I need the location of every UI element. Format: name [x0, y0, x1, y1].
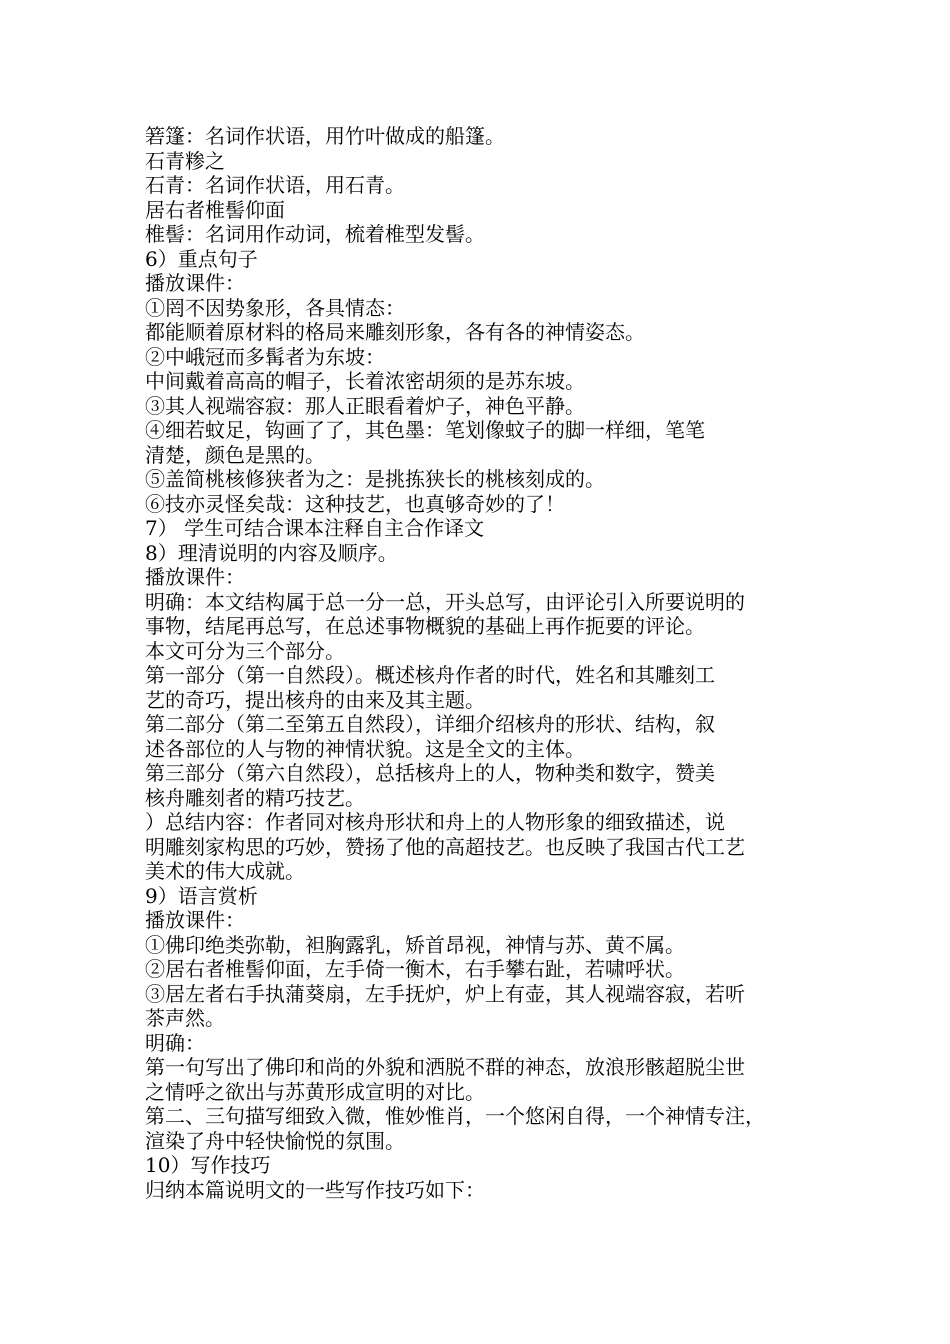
text-line: 播放课件：: [145, 565, 245, 589]
text-line: 明雕刻家构思的巧妙，赞扬了他的高超技艺。也反映了我国古代工艺: [145, 834, 745, 859]
text-line: 播放课件：: [145, 908, 245, 932]
text-line: 第三部分（第六自然段），总括核舟上的人，物种类和数字，赞美: [145, 761, 715, 785]
text-line: 渲染了舟中轻快愉悦的氛围。: [145, 1128, 405, 1153]
text-line: ②中峨冠而多髯者为东坡：: [145, 344, 385, 369]
text-line: 明确：本文结构属于总一分一总，开头总写，由评论引入所要说明的: [145, 589, 745, 614]
text-line: ③其人视端容寂：那人正眼看着炉子，神色平静。: [145, 393, 585, 418]
text-line: 清楚，颜色是黑的。: [145, 442, 325, 467]
section-heading: 6）重点句子: [145, 246, 258, 271]
text-line: 归纳本篇说明文的一些写作技巧如下：: [145, 1177, 485, 1202]
section-heading: 7） 学生可结合课本注释自主合作译文: [145, 516, 485, 540]
text-line: 事物，结尾再总写，在总述事物概貌的基础上再作扼要的评论。: [145, 614, 705, 638]
section-heading: 8）理清说明的内容及顺序。: [145, 540, 398, 565]
text-line: ①罔不因势象形，各具情态：: [145, 295, 405, 320]
document-body: [145, 124, 813, 1202]
text-line: 本文可分为三个部分。: [145, 638, 345, 663]
text-line: ①佛印绝类弥勒，袒胸露乳，矫首昂视，神情与苏、黄不属。: [145, 932, 685, 957]
text-line: ⑥技亦灵怪矣哉：这种技艺，也真够奇妙的了！: [145, 491, 565, 516]
text-line: ⑤盖简桃核修狭者为之：是挑拣狭长的桃核刻成的。: [145, 467, 605, 491]
text-line: 第一部分（第一自然段）。概述核舟作者的时代，姓名和其雕刻工: [145, 663, 715, 687]
text-line: 艺的奇巧，提出核舟的由来及其主题。: [145, 687, 485, 712]
section-heading: 10）写作技巧: [145, 1153, 271, 1177]
text-line: 述各部位的人与物的神情状貌。这是全文的主体。: [145, 736, 585, 761]
text-line: ④细若蚊足，钩画了了，其色墨：笔划像蚊子的脚一样细，笔笔: [145, 418, 705, 442]
text-line: 核舟雕刻者的精巧技艺。: [145, 785, 365, 810]
text-line: 箬篷：名词作状语，用竹叶做成的船篷。: [145, 124, 505, 148]
text-line: 第一句写出了佛印和尚的外貌和洒脱不群的神态，放浪形骸超脱尘世: [145, 1055, 745, 1079]
text-line: 石青：名词作状语，用石青。: [145, 173, 405, 197]
section-heading: 9）语言赏析: [145, 883, 258, 908]
text-line: 美术的伟大成就。: [145, 859, 305, 883]
text-line: 第二、三句描写细致入微，惟妙惟肖，一个悠闲自得，一个神情专注，: [145, 1104, 765, 1128]
text-line: 椎髻：名词用作动词，梳着椎型发髻。: [145, 222, 485, 246]
text-line: 第二部分（第二至第五自然段），详细介绍核舟的形状、结构，叙: [145, 712, 715, 736]
text-line: 石青糁之: [145, 148, 225, 173]
text-line: 中间戴着高高的帽子，长着浓密胡须的是苏东坡。: [145, 369, 585, 393]
text-line: 都能顺着原材料的格局来雕刻形象，各有各的神情姿态。: [145, 320, 645, 344]
text-line: 播放课件：: [145, 271, 245, 295]
text-line: ③居左者右手执蒲葵扇，左手抚炉，炉上有壶，其人视端容寂，若听: [145, 981, 745, 1006]
text-line: 之情呼之欲出与苏黄形成宣明的对比。: [145, 1079, 485, 1104]
text-line: 居右者椎髻仰面: [145, 197, 285, 222]
text-line: ②居右者椎髻仰面，左手倚一衡木，右手攀右趾，若啸呼状。: [145, 957, 685, 981]
text-line: ）总结内容：作者同对核舟形状和舟上的人物形象的细致描述，说: [145, 810, 725, 834]
text-line: 明确：: [145, 1030, 205, 1055]
text-line: 茶声然。: [145, 1006, 225, 1030]
